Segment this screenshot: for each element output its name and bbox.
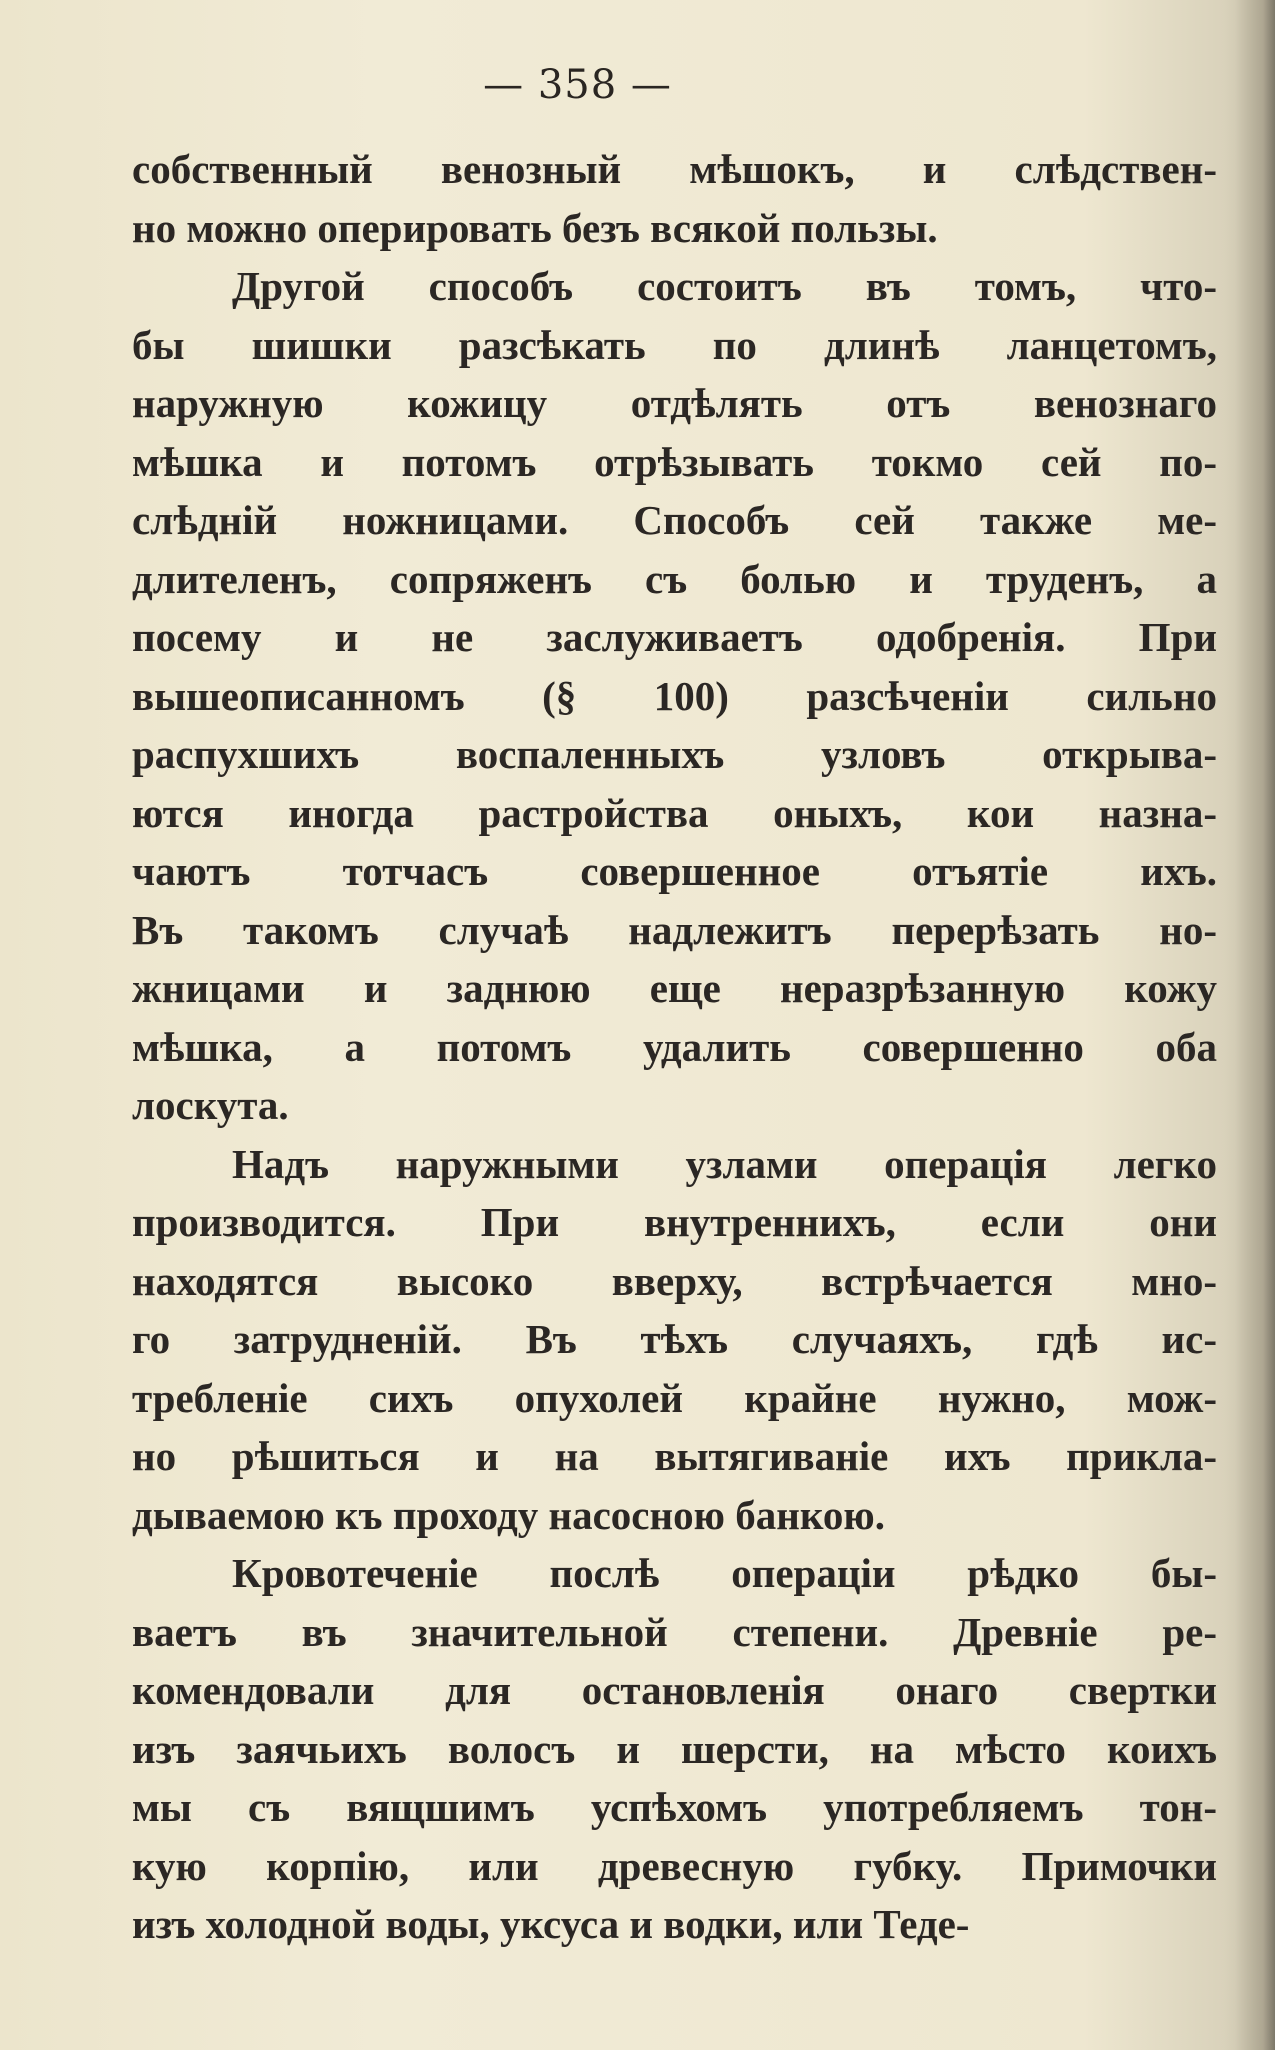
text-line: комендовали для остановленія онаго свертки <box>132 1667 1217 1713</box>
text-line: Надъ наружными узлами операція легко <box>232 1140 1217 1187</box>
text-line: мѣшка и потомъ отрѣзывать токмо сей по- <box>132 438 1217 485</box>
text-line: распухшихъ воспаленныхъ узловъ открыва- <box>132 731 1217 777</box>
text-line: го затрудненій. Въ тѣхъ случаяхъ, гдѣ ис- <box>132 1316 1217 1362</box>
text-line: ваетъ въ значительной степени. Древніе ре- <box>132 1608 1217 1655</box>
text-line: чаютъ тотчасъ совершенное отъятіе ихъ. <box>132 848 1217 894</box>
text-line: находятся высоко вверху, встрѣчается мно- <box>132 1257 1217 1304</box>
text-line: производится. При внутреннихъ, если они <box>132 1199 1217 1245</box>
text-line: жницами и заднюю еще неразрѣзанную кожу <box>132 965 1217 1011</box>
text-line: изъ холодной воды, уксуса и водки, или Теде- <box>132 1901 970 1947</box>
text-line: ются иногда растройства оныхъ, кои назна- <box>132 789 1217 836</box>
text-line: длителенъ, сопряженъ съ болью и труденъ, а <box>132 555 1217 602</box>
text-line: лоскута. <box>132 1082 289 1128</box>
text-line: кую корпію, или древесную губку. Примочки <box>132 1842 1217 1889</box>
text-line: Кровотеченіе послѣ операціи рѣдко бы- <box>232 1550 1217 1596</box>
text-line: мы съ вящшимъ успѣхомъ употребляемъ тон- <box>132 1784 1217 1830</box>
text-line: мѣшка, а потомъ удалить совершенно оба <box>132 1023 1217 1070</box>
page-edge-shadow <box>1235 0 1275 2050</box>
text-line: посему и не заслуживаетъ одобренія. При <box>132 614 1217 660</box>
text-line: слѣдній ножницами. Способъ сей также ме- <box>132 497 1217 543</box>
text-line: наружную кожицу отдѣлять отъ венознаго <box>132 380 1217 426</box>
text-line: Въ такомъ случаѣ надлежитъ перерѣзать но- <box>132 906 1217 953</box>
page-number: — 358 — <box>483 62 672 108</box>
text-line: бы шишки разсѣкать по длинѣ ланцетомъ, <box>132 321 1217 368</box>
text-line: Другой способъ состоитъ въ томъ, что- <box>232 263 1217 309</box>
text-line: но можно оперировать безъ всякой пользы. <box>132 204 938 251</box>
text-line: дываемою къ проходу насосною банкою. <box>132 1491 885 1538</box>
text-line: изъ заячьихъ волосъ и шерсти, на мѣсто коихъ <box>132 1725 1217 1772</box>
body-text <box>132 140 1217 1954</box>
text-line: собственный венозный мѣшокъ, и слѣдствен- <box>132 146 1217 192</box>
text-line: но рѣшиться и на вытягиваніе ихъ прикла- <box>132 1433 1217 1479</box>
text-line: вышеописанномъ (§ 100) разсѣченіи сильно <box>132 672 1217 719</box>
text-line: требленіе сихъ опухолей крайне нужно, мож- <box>132 1374 1217 1421</box>
